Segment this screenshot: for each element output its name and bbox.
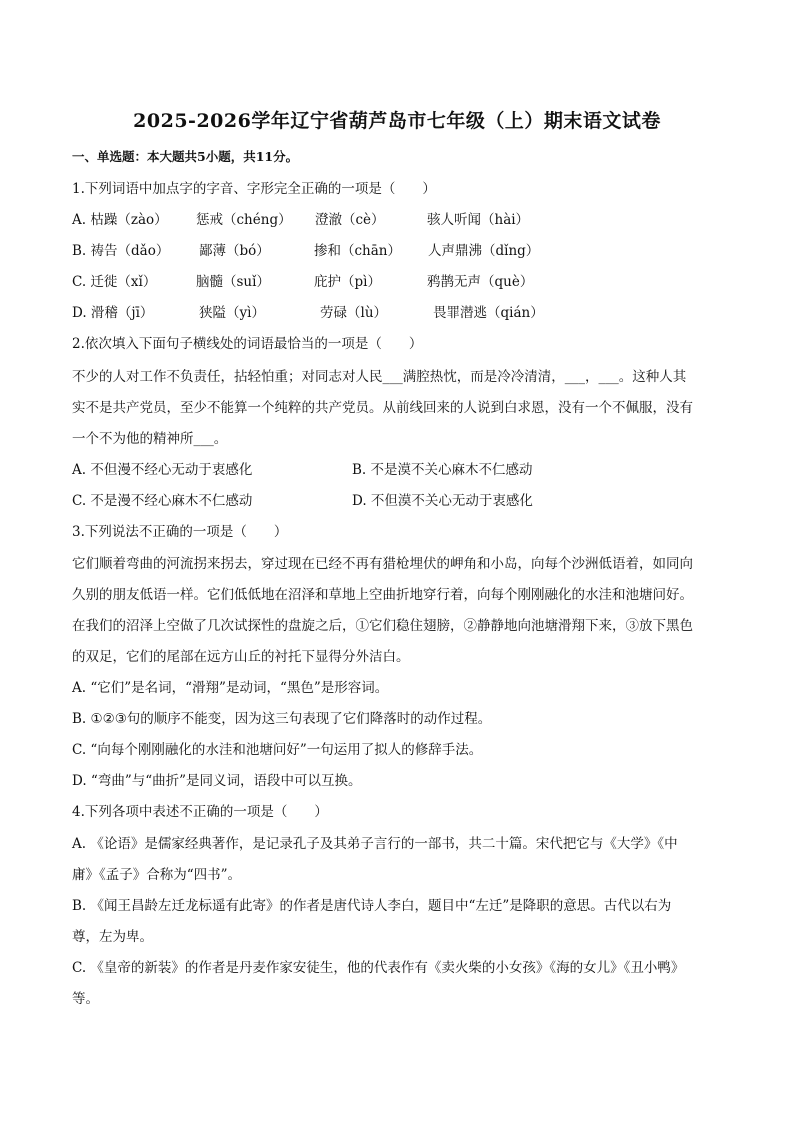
q2-stem: 2.依次填入下面句子横线处的词语最恰当的一项是（ ）: [72, 336, 423, 352]
q1-option-c-1: C. 迁徙（xǐ）: [72, 274, 157, 290]
q3-option-b: B. ①②③句的顺序不能变，因为这三句表现了它们降落时的动作过程。: [72, 711, 492, 727]
q3-passage-line: 久别的朋友低语一样。它们低低地在沼泽和草地上空曲折地穿行着，向每个刚刚融化的水洼和池塘问好。: [72, 587, 693, 603]
q2-passage-line: 一个不为他的精神所___。: [72, 431, 228, 447]
q4-option-b: B. 《闻王昌龄左迁龙标遥有此寄》的作者是唐代诗人李白，题目中“左迁”是降职的意思。古代以右为: [72, 898, 672, 914]
q2-passage-line: 实不是共产党员，至少不能算一个纯粹的共产党员。从前线回来的人说到白求恩，没有一个不佩服，没有: [72, 400, 693, 416]
q1-option-b-2: 鄙薄（bó）: [199, 243, 270, 259]
section-heading: 一、单选题：本大题共5小题，共11分。: [72, 149, 299, 164]
q2-option-a: A. 不但漫不经心无动于衷感化: [72, 462, 253, 478]
q1-option-c-2: 脑髓（suǐ）: [196, 274, 270, 290]
q2-passage-line: 不少的人对工作不负责任，拈轻怕重；对同志对人民___满腔热忱，而是冷冷清清，___，___。这种人其: [72, 369, 687, 385]
q1-option-c-4: 鸦鹊无声（què）: [427, 274, 534, 290]
q1-option-a-3: 澄澈（cè）: [315, 212, 385, 228]
q1-option-c-3: 庇护（pì）: [314, 274, 381, 290]
q1-option-d-2: 狭隘（yì）: [199, 305, 265, 321]
q1-option-d-4: 畏罪潜逃（qián）: [433, 305, 544, 321]
q3-option-c: C. “向每个刚刚融化的水洼和池塘问好”一句运用了拟人的修辞手法。: [72, 742, 483, 758]
q1-option-b-4: 人声鼎沸（dǐng）: [428, 243, 540, 259]
q2-option-c: C. 不是漫不经心麻木不仁感动: [72, 493, 253, 509]
q1-option-d-3: 劳碌（lù）: [320, 305, 388, 321]
q1-option-a-4: 骇人听闻（hài）: [427, 212, 530, 228]
q4-option-a: A. 《论语》是儒家经典著作，是记录孔子及其弟子言行的一部书，共二十篇。宋代把它与《大学》《中: [72, 836, 678, 852]
q1-option-b-3: 掺和（chān）: [314, 243, 401, 259]
q4-stem: 4.下列各项中表述不正确的一项是（ ）: [72, 804, 328, 820]
q3-passage-line: 在我们的沼泽上空做了几次试探性的盘旋之后，①它们稳住翅膀，②静静地向池塘滑翔下来，③放下黑色: [72, 618, 693, 634]
q1-option-a-2: 惩戒（chéng）: [196, 212, 292, 228]
q2-option-b: B. 不是漠不关心麻木不仁感动: [352, 462, 533, 478]
q3-stem: 3.下列说法不正确的一项是（ ）: [72, 524, 288, 540]
q1-option-d-1: D. 滑稽（jī）: [72, 305, 154, 321]
q3-option-a: A. “它们”是名词，“滑翔”是动词，“黑色”是形容词。: [72, 680, 389, 696]
q2-option-d: D. 不但漠不关心无动于衷感化: [352, 493, 533, 509]
q4-option-b-cont: 尊，左为卑。: [72, 929, 153, 945]
q3-passage-line: 它们顺着弯曲的河流拐来拐去，穿过现在已经不再有猎枪埋伏的岬角和小岛，向每个沙洲低语着，如同向: [72, 556, 693, 572]
q3-option-d: D. “弯曲”与“曲折”是同义词，语段中可以互换。: [72, 773, 362, 789]
q4-option-c: C. 《皇帝的新装》的作者是丹麦作家安徒生，他的代表作有《卖火柴的小女孩》《海的女儿》《丑小鸭》: [72, 960, 685, 976]
q3-passage-line: 的双足，它们的尾部在远方山丘的衬托下显得分外洁白。: [72, 649, 410, 665]
page-title: 2025-2026学年辽宁省葫芦岛市七年级（上）期末语文试卷: [133, 110, 661, 132]
q4-option-c-cont: 等。: [72, 991, 99, 1007]
q1-option-b-1: B. 祷告（dǎo）: [72, 243, 170, 259]
q1-option-a-1: A. 枯躁（zào）: [72, 212, 168, 228]
q1-stem: 1.下列词语中加点字的字音、字形完全正确的一项是（ ）: [72, 181, 436, 197]
q4-option-a-cont: 庸》《孟子》合称为“四书”。: [72, 867, 242, 883]
